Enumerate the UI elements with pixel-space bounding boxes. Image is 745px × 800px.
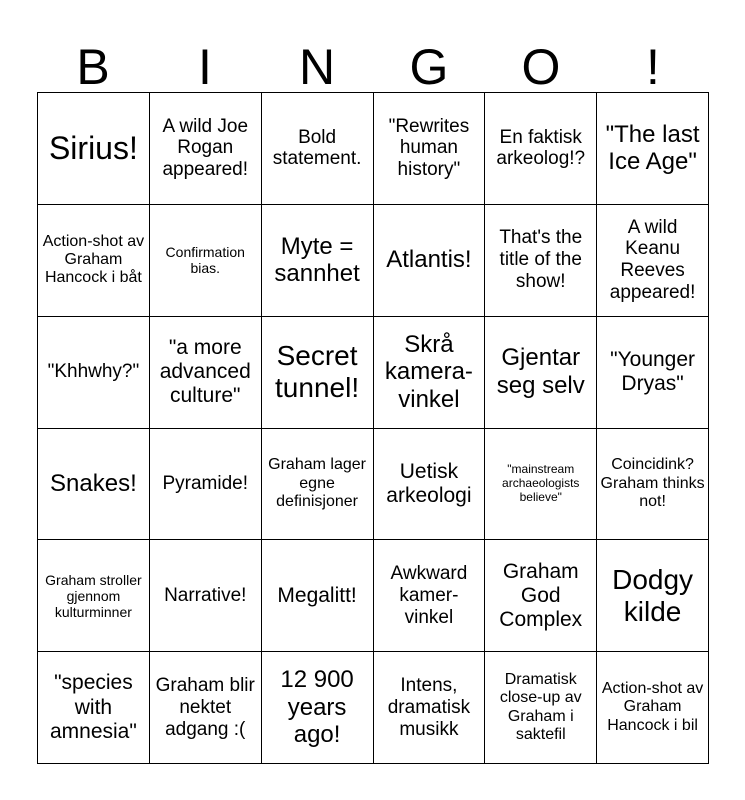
bingo-cell[interactable]: Megalitt! [262, 540, 374, 652]
title-letter-o: O [521, 39, 561, 95]
bingo-cell[interactable]: A wild Joe Rogan appeared! [150, 93, 262, 205]
bingo-cell[interactable]: Graham stroller gjennom kulturminner [38, 540, 150, 652]
bingo-cell[interactable]: Confirmation bias. [150, 205, 262, 317]
bingo-cell[interactable]: Coincidink? Graham thinks not! [597, 429, 709, 541]
bingo-cell[interactable]: Sirius! [38, 93, 150, 205]
bingo-cell[interactable]: Dramatisk close-up av Graham i saktefil [485, 652, 597, 764]
bingo-cell[interactable]: Snakes! [38, 429, 150, 541]
bingo-cell[interactable]: Skrå kamera-vinkel [374, 317, 486, 429]
bingo-cell[interactable]: Graham God Complex [485, 540, 597, 652]
title-letter-g: G [409, 39, 449, 95]
title-letter-b: B [76, 39, 110, 95]
title-letter-i: I [198, 39, 212, 95]
bingo-cell[interactable]: Atlantis! [374, 205, 486, 317]
bingo-cell[interactable]: A wild Keanu Reeves appeared! [597, 205, 709, 317]
bingo-cell[interactable]: Awkward kamer-vinkel [374, 540, 486, 652]
bingo-cell[interactable]: "Younger Dryas" [597, 317, 709, 429]
bingo-title [37, 38, 709, 96]
bingo-cell[interactable]: "Rewrites human history" [374, 93, 486, 205]
bingo-cell[interactable]: Action-shot av Graham Hancock i bil [597, 652, 709, 764]
bingo-cell[interactable]: Narrative! [150, 540, 262, 652]
bingo-cell[interactable]: Dodgy kilde [597, 540, 709, 652]
bingo-board [37, 92, 709, 764]
title-letter-n: N [298, 39, 336, 95]
title-letter-exclamation: ! [646, 39, 660, 95]
bingo-cell[interactable]: "The last Ice Age" [597, 93, 709, 205]
bingo-cell[interactable]: En faktisk arkeolog!? [485, 93, 597, 205]
bingo-cell[interactable]: Graham blir nektet adgang :( [150, 652, 262, 764]
bingo-cell[interactable]: Uetisk arkeologi [374, 429, 486, 541]
bingo-cell[interactable]: 12 900 years ago! [262, 652, 374, 764]
bingo-cell[interactable]: Bold statement. [262, 93, 374, 205]
bingo-cell[interactable]: Myte = sannhet [262, 205, 374, 317]
bingo-cell[interactable]: Gjentar seg selv [485, 317, 597, 429]
bingo-cell[interactable]: Intens, dramatisk musikk [374, 652, 486, 764]
bingo-cell[interactable]: That's the title of the show! [485, 205, 597, 317]
bingo-cell[interactable]: "a more advanced culture" [150, 317, 262, 429]
bingo-cell[interactable]: Action-shot av Graham Hancock i båt [38, 205, 150, 317]
bingo-cell[interactable]: "mainstream archaeologists believe" [485, 429, 597, 541]
bingo-cell[interactable]: "Khhwhy?" [38, 317, 150, 429]
bingo-cell[interactable]: Secret tunnel! [262, 317, 374, 429]
bingo-cell[interactable]: Pyramide! [150, 429, 262, 541]
bingo-cell[interactable]: Graham lager egne definisjoner [262, 429, 374, 541]
bingo-cell[interactable]: "species with amnesia" [38, 652, 150, 764]
